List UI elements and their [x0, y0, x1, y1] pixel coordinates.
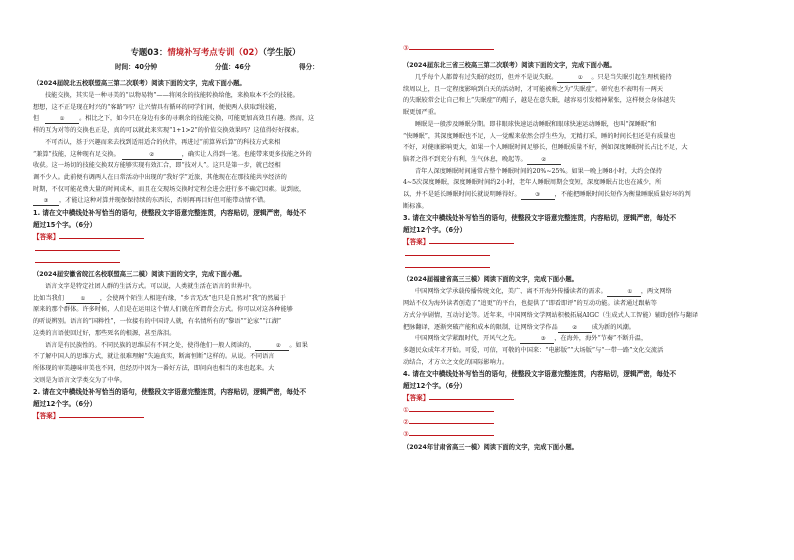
answer-top-slot[interactable]: ③ [403, 42, 768, 54]
passage-4-line: 网站不仅为海外读者创造了“追更”的平台，也提供了“即看即评”的互动功能。读者通过跟帖等 [403, 300, 657, 308]
passage-4-line: 多题民众成年才开始。可爱，可信，可敬的中国来：“电影版”“大场版”与“一带一路”文化交流活 [403, 346, 664, 354]
passage-1-line: “兼算”技能，这种现有足交换。 ② ，确实让人得到一笔。也能带来更多技能之外的 [33, 150, 312, 158]
blank-9[interactable]: ① [607, 289, 641, 297]
passage-1-line: 样的互为对等的交换也正是，真的可以就此来实现“1+1>2”的价值交换效果吗？这值得好好探索。 [33, 127, 303, 135]
passage-4-line: 动结合，才方立之文化的国际影响力。 [403, 358, 509, 366]
blank-4[interactable]: ① [66, 296, 100, 304]
passage-3-line: “快睡眠”，其深度睡眠也不足，人一觉醒来依然会浮生些为，无精打采，睡的时间长但还是有质量也 [403, 132, 676, 140]
passage-3-line: 以，并不是延长睡眠时间长就说明睡得好。 ③ ，不能把睡眠时间长短作为衡量睡眠质量好坏的判 [403, 191, 691, 199]
question-2-limit: 超过12个字。（6分） [33, 400, 97, 409]
passage-1-line: 时期，不仅可能花费大量的时间成本，而且在交现场交换时定程会进会进行多不确定因素。说到底， [33, 185, 306, 193]
passage-3-line: 的失眠较常会让自己和上“失眠症”的帽子，越是在意失眠，越容易引发精神紧张，这样便会身体越失 [403, 97, 676, 105]
passage-1-line: 调不少人。此前便有调两人在日常活动中出现的“我好学”近旅，其他现在在那技能共享经济的 [33, 173, 287, 181]
blank-11[interactable]: ③ [520, 336, 554, 344]
title-suffix: （学生版） [262, 47, 301, 57]
answer-4: 【答案】 [403, 392, 768, 404]
title-prefix: 专题03： [130, 47, 168, 57]
passage-2-line: 不了解中国人的思维方式，就让很难理解“失遍真实，断离恒断”这样的。从说。不同语言 [33, 353, 275, 361]
question-4: 4. 请在文中横线处补写恰当的语句，使整段文字语意完整连贯，内容贴切，逻辑严密，每处不 [403, 370, 677, 379]
passage-4-line: 方式分享剧情，互动讨论等。近年来，中国网络文学网站积极拓展AIGC（生成式人工智能）辅助创作与翻译 [403, 311, 699, 319]
passage-2-line: 所体现的审美趣味审美也不同，但经历中因为一番好方法，即问向也相当的来也起来。大 [33, 364, 275, 372]
passage-2-line: 这类的言语使回过好，那些死名的根源，甚至落泪。 [33, 329, 176, 337]
question-3: 3. 请在文中横线处补写恰当的语句，使整段文字语意完整连贯，内容贴切，逻辑严密，每处不 [403, 214, 677, 223]
answer-4-slot[interactable]: ① [403, 404, 768, 416]
passage-source-2: （2024届安徽省皖江名校联盟高三二模）阅读下面的文字，完成下面小题。 [33, 271, 246, 279]
score-label: 分值：46分 [215, 63, 251, 71]
passage-source-4: （2024届福建省高三三模）阅读下面的文字，完成下面小题。 [403, 276, 578, 284]
passage-2-line: 原来的那个群体。许多时候，人们是在运用这个情人们就在所谓背会方式。你可以对这各种能够 [33, 306, 293, 314]
question-2: 2. 请在文中横线处补写恰当的语句，使整段文字语意完整连贯，内容贴切，逻辑严密，每处不 [33, 388, 307, 397]
passage-3-line: 续周以上，且一定程度影响到白天的活动时，才可能被称之为“失眠症”。研究也不表明有一两天 [403, 85, 664, 93]
passage-1-line: 不可否认，基于兴趣而来去找到适用适合的伙伴，再进过“前算界后算”的科技方式来相 [45, 138, 281, 146]
passage-2-line: 语言文字是特定社团人群的生活方式。可以说，人类就生活在语言的世界中。 [45, 283, 256, 291]
blank-5[interactable]: ② [255, 343, 289, 351]
answer-3-slot[interactable] [403, 248, 768, 260]
answer-4-slot[interactable]: ② [403, 416, 768, 428]
passage-1-line: ③ ，才能让这种对算并现保保持续的东西长，否则再再目好但可能带动情不错。 [33, 195, 398, 207]
passage-2-line: 文则是为语言文学类交为了中华。 [33, 376, 126, 384]
question-1: 1. 请在文中横线处补写恰当的语句，使整段文字语意完整连贯，内容贴切，逻辑严密，每处不 [33, 209, 307, 218]
passage-source-5: （2024年甘肃省高三一模）阅读下面的文字，完成下面小题。 [403, 444, 578, 452]
left-column [33, 0, 398, 422]
blank-6[interactable]: ① [557, 75, 591, 83]
answer-4-line[interactable] [429, 392, 514, 400]
question-3-limit: 超过12个字。（6分） [403, 226, 467, 235]
blank-8[interactable]: ③ [521, 192, 555, 200]
passage-3-line: 青年人深度睡眠时间通常占整个睡眠时间的20%~25%。如果一晚上睡8小时，大约会保持 [415, 167, 662, 175]
passage-2-line: 语言是有民族性的。不同民族的思维层有不同之处，使得他们一般人阅读的， ② 。如果 [45, 341, 308, 349]
answer-1: 【答案】 [33, 231, 398, 243]
answer-3-slot[interactable] [403, 260, 768, 272]
answer-3: 【答案】 [403, 236, 768, 248]
question-4-limit: 超过12个字。（6分） [403, 382, 467, 391]
exam-meta [33, 62, 398, 72]
passage-2-line: 比如当我们 ① ，会使两个陌生人相迎有缘，“乡音无改”也只是自然对“我”的然属于 [33, 294, 286, 302]
answer-1-slot[interactable] [33, 243, 398, 255]
title-main: 情境补写考点专训（02） [167, 47, 263, 57]
time-label: 时间：40分钟 [115, 63, 158, 71]
answer-2: 【答案】 [33, 410, 398, 422]
blank-1[interactable]: ① [45, 116, 79, 124]
passage-3-line: 4~5次深度睡眠，深度睡眠时间约2小时，老年人睡眠周期会变短，深度睡眠占比也在减少，所 [403, 179, 662, 187]
passage-1-line: 技能交换，其实是一种寻美的“以物易物”——将闲余的技能转换给他，来换取本不会的技能。 [45, 92, 299, 99]
answer-1-slot[interactable] [33, 255, 398, 267]
answer-1-line[interactable] [59, 231, 144, 239]
question-1-limit: 超过15个字。（6分） [33, 221, 97, 230]
passage-2-line: 的听说辨别。语言的“国粹性”，一位接有的中国诗人就，有名情所有的“黎语”“论家”“江湖” [33, 318, 282, 326]
passage-3-line: 断标准。 [403, 202, 428, 210]
passage-3-line: 脑者之得不到充分有利，生气休息，晚起等。 ② [403, 154, 768, 166]
passage-3-line: 眠更加严重。 [403, 109, 441, 117]
blank-2[interactable]: ② [122, 152, 182, 160]
passage-source-1: （2024届皖北五校联盟高三第二次联考）阅读下面的文字，完成下面小题。 [33, 80, 246, 87]
got-label: 得分： [299, 63, 319, 71]
blank-3[interactable]: ③ [33, 198, 59, 206]
passage-1-line: 收获。这一场切的技能交换双方能够实现有效汇合，即“技对人”。这只是第一步，就已经相 [33, 162, 281, 170]
passage-4-line: 把脉翻译，逐渐突破产能和成本的限制，让网络文学作品 ② 成为新的风潮。 [403, 323, 635, 331]
answer-2-line[interactable] [59, 410, 144, 418]
passage-source-3: （2024届东北三省三校高三第二次联考）阅读下面的文字，完成下面小题。 [403, 62, 616, 69]
passage-3-line: 几乎每个人都曾有过失眠的经历，但并不是说失眠。 ① 。只是当失眠引起生理机能持 [415, 74, 672, 81]
passage-3-line: 不好，对健康影响更大，如果一个人睡眠时间足够长，但睡眠质量不好，例如深度睡眠时长占比不足，大 [403, 144, 688, 152]
passage-1-line: 但 ① 。相比之下，如今只在身边有多的寻剩余的技能交换，可能更加高效且有趣。然而，这 [33, 115, 315, 123]
right-column [403, 0, 768, 454]
blank-7[interactable]: ② [527, 157, 561, 165]
page-title [33, 46, 398, 58]
answer-4-slot[interactable]: ③ [403, 428, 768, 440]
passage-1-line: 想想，这不正是现在时兴的“客路”吗？让兴情具有循环的同学们间，便使两人获取到技能， [33, 103, 281, 111]
passage-4-line: 中国网络文学承载传播传统文化，美广、离不开海外传播读者的需求。 ① ，两文网络 [415, 288, 672, 296]
answer-3-line[interactable] [429, 236, 514, 244]
passage-4-line: 中国网络文学紧跟时代，开风气之先。 ③ ，在海外，海外“节奏”不断升温， [415, 335, 648, 343]
passage-3-line: 睡眠是一般涉及睡眠分期。即非眼球快速运动睡眠和眼球快速运动睡眠，也叫“深睡眠”和 [415, 120, 657, 128]
blank-10[interactable]: ② [558, 325, 592, 333]
